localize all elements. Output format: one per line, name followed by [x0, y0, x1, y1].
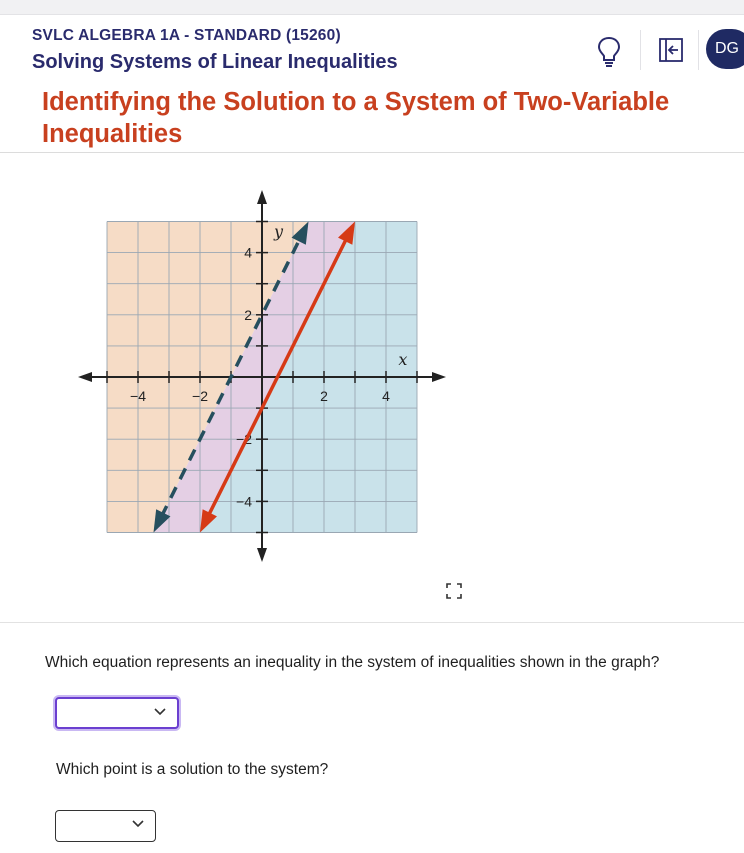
expand-icon[interactable]	[446, 583, 462, 599]
y-tick-label: 4	[244, 244, 252, 261]
chevron-down-icon	[131, 819, 145, 829]
x-tick-label: 2	[320, 388, 328, 404]
x-axis-arrow-right	[432, 372, 446, 382]
y-tick-label: −4	[236, 493, 252, 510]
lesson-title: Solving Systems of Linear Inequalities	[32, 51, 398, 73]
page-title: Identifying the Solution to a System of Two-Variable Inequalities	[42, 88, 670, 148]
point-dropdown[interactable]	[55, 810, 156, 842]
y-axis-label: y	[274, 222, 284, 242]
course-title: SVLC ALGEBRA 1A - STANDARD (15260)	[32, 27, 341, 44]
avatar[interactable]: DG	[706, 29, 744, 69]
x-tick-label: −4	[130, 388, 146, 404]
question-2: Which point is a solution to the system?	[56, 761, 329, 778]
y-tick-label: −2	[236, 431, 252, 448]
x-tick-label: −2	[192, 388, 208, 404]
chevron-down-icon	[153, 707, 167, 717]
divider	[0, 622, 744, 623]
y-tick-label: 2	[244, 306, 252, 323]
x-axis-label: x	[398, 350, 408, 369]
x-axis-arrow-left	[78, 372, 92, 382]
x-tick-label: 4	[382, 388, 390, 404]
y-axis-arrow-down	[257, 548, 267, 562]
y-axis-arrow-up	[257, 190, 267, 204]
question-1: Which equation represents an inequality in the system of inequalities shown in the graph?	[45, 654, 660, 671]
equation-dropdown[interactable]	[55, 697, 179, 729]
